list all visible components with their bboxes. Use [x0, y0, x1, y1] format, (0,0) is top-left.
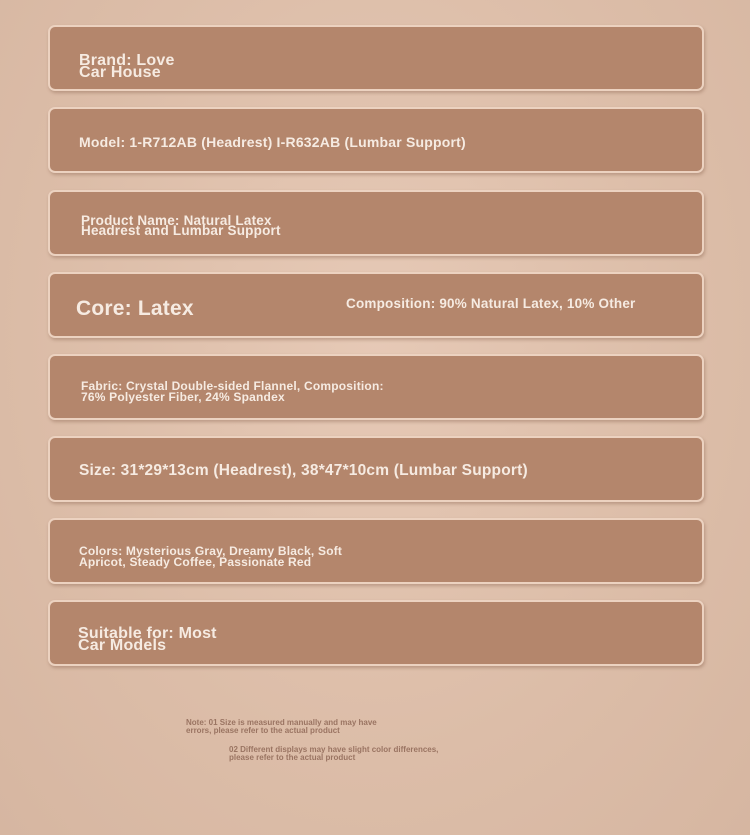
model-text: Model: 1-R712AB (Headrest) I-R632AB (Lumbar Support): [79, 134, 466, 150]
colors-text: Colors: Mysterious Gray, Dreamy Black, Soft Apricot, Steady Coffee, Passionate Red: [79, 544, 343, 569]
note-size: Note: 01 Size is measured manually and may have errors, please refer to the actual product: [186, 718, 377, 735]
product-name-text: Product Name: Natural Latex Headrest and Lumbar Support: [81, 213, 281, 238]
spec-row-model: [48, 107, 704, 173]
spec-row-product-name: [48, 190, 704, 256]
core-text: Core: Latex: [76, 297, 194, 320]
size-text: Size: 31*29*13cm (Headrest), 38*47*10cm (Lumbar Support): [79, 462, 528, 479]
spec-row-suitable: [48, 600, 704, 666]
suitable-text: Suitable for: Most Car Models: [78, 625, 217, 654]
composition-text: Composition: 90% Natural Latex, 10% Other: [346, 296, 636, 311]
fabric-text: Fabric: Crystal Double-sided Flannel, Composition: 76% Polyester Fiber, 24% Spandex: [81, 379, 384, 404]
spec-row-fabric: [48, 354, 704, 420]
note-color: 02 Different displays may have slight color differences, please refer to the actual product: [229, 745, 439, 762]
spec-row-colors: [48, 518, 704, 584]
spec-row-size: [48, 436, 704, 502]
spec-row-core: [48, 272, 704, 338]
spec-row-brand: [48, 25, 704, 91]
brand-text: Brand: Love Car House: [79, 52, 175, 81]
